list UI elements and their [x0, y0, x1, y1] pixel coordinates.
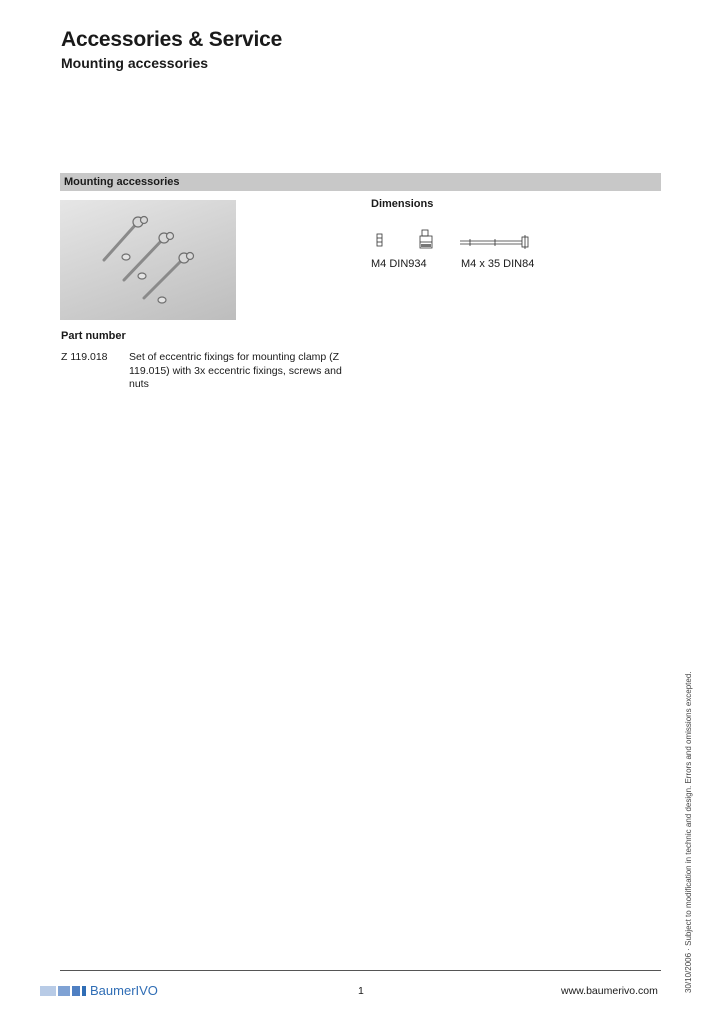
- page-subtitle: Mounting accessories: [61, 55, 209, 71]
- part-number-code: Z 119.018: [61, 351, 108, 363]
- website-link[interactable]: www.baumerivo.com: [561, 985, 658, 997]
- company-logo: [40, 982, 200, 1000]
- part-description: Set of eccentric fixings for mounting clamp (Z 119.015) with 3x eccentric fixings, screws and nuts: [129, 351, 342, 390]
- section-header: Mounting accessories: [60, 173, 661, 191]
- dimension-nut-label: M4 DIN934: [371, 258, 427, 270]
- part-number-header: Part number: [61, 330, 126, 342]
- product-photo: [60, 200, 236, 320]
- disclaimer-note: 30/10/2006 · Subject to modification in technic and design. Errors and omissions excepted.: [684, 671, 693, 993]
- dimensions-drawing: [370, 228, 540, 254]
- page-number: 1: [358, 985, 364, 997]
- dimensions-label: Dimensions: [371, 198, 434, 210]
- logo-bars-icon: [40, 986, 88, 996]
- dimension-screw-label: M4 x 35 DIN84: [461, 258, 535, 270]
- page-title: Accessories & Service: [61, 28, 283, 51]
- logo-text: BaumerIVO: [90, 983, 158, 998]
- footer-divider: [60, 970, 661, 971]
